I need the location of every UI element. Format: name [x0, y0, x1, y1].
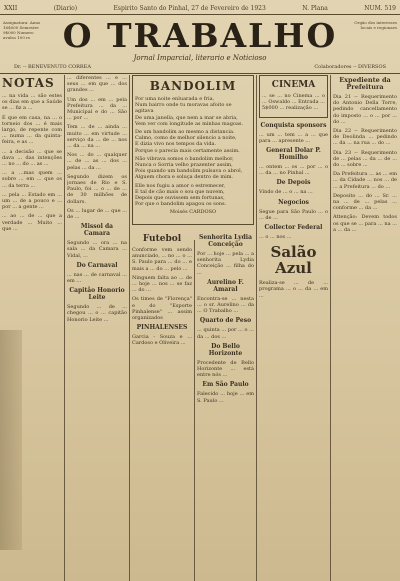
column-futebol — [132, 232, 192, 581]
notas-paragraph: ... a ...mas quem ... sobre ... em ... que os ... da terra ... — [2, 170, 62, 189]
futebol-paragraph: Conforme vem sendo anunciado, ... no ... o ... S. Paulo para ... do ... e mais a ... do ... pelo ... — [132, 247, 192, 272]
leite-text: Segundo ... de ... chegou ... o ... capitão Honorio Leite ... — [67, 304, 127, 323]
bandolim-poem — [135, 96, 251, 207]
mission-box: Orgão dos interesses locais e regionaes — [354, 20, 397, 30]
masthead-rule — [0, 73, 400, 74]
pinhalenses-heading: PINHALENSES — [136, 324, 188, 332]
poem-line: Por que o bandolim apagou os sons. — [135, 201, 227, 208]
poem-line: De um bandolim ao mesmo a distancia. — [135, 129, 235, 136]
column-divider — [330, 75, 331, 581]
paulo-text: Falecido ... hoje ... em S. Paulo ... — [197, 391, 254, 404]
general-heading: General Dolar P. Homilho — [266, 147, 321, 162]
notas-paragraph: ... na vida ... são estes os dias em que a Saúde se ... fiz a ... — [2, 93, 62, 112]
credits-line — [0, 64, 400, 72]
poem-line: E dizia vivo nos tempos da vida. — [135, 141, 217, 148]
column-divider — [194, 240, 195, 581]
column-social — [197, 232, 254, 581]
issue-label: (Diario) — [53, 4, 78, 12]
top-info-line — [0, 2, 400, 14]
director-credit: Dr. -- BENEVENUTO CORREA — [14, 64, 91, 70]
salao-text: Realiza-se ... de ... programa ... o ... da ... em ... — [259, 280, 328, 299]
column-divider — [64, 75, 65, 581]
poem-line: E tal de cão mais o sou que nuvem, — [135, 188, 225, 195]
bello-text: Procedente de Bello Horizonte ... está entre nós ... — [197, 359, 254, 379]
negocio-text: Segue para São Paulo ... o ... de ... — [259, 208, 328, 221]
colector-text: ... o ... nos ... — [259, 234, 292, 241]
prefeitura-paragraph: Da Prefeitura ... as ... em ... da Cidade ... nos ... de ... a Prefeitura ... do ... — [333, 171, 397, 190]
carnaval-text: ... nas ... de carnaval ... em ... — [67, 271, 127, 285]
poem-line: Elle nos fugiu a amor o estremecer, — [135, 182, 226, 189]
camara-text: Segundo ... ora ... na sala ... da Camara ... Vidal, ... — [67, 240, 127, 259]
cinema-box — [259, 75, 328, 118]
top-rule — [0, 14, 400, 15]
dateline: Espirito Santo do Pinhal, 27 de Fevereiro de 1923 — [113, 4, 266, 12]
notas-heading: NOTAS — [2, 76, 55, 90]
poem-line: Porque o parecia mais certamente assim. — [135, 147, 240, 154]
futebol-paragraph: Ninguem falta ao ... de ... hoje ... nos ... se faz ... do ... — [132, 274, 192, 294]
news-paragraph: Tem ... de ... ainda ... muito ... em virtude ... serviço da ... de ... nos ... da ... na ... — [67, 124, 127, 150]
leite-heading: Capitão Honorio Leite — [69, 287, 125, 302]
poem-line: Pois quando um bandolim pulsava o abrol, — [135, 168, 243, 175]
cinema-heading: CINEMA — [271, 80, 316, 90]
aurelio-text: Encontra-se ... nesta ... o sr. Aurelino ... da ... O Trabalho ... — [197, 295, 254, 315]
poem-line: De uma janella, que nem a mar se abria, — [135, 114, 238, 121]
general-text: ... ontem ... os ... por ... o ... da ... no Pinhal ... — [259, 164, 328, 177]
prefeitura-paragraph: Attenção: Devem todos os que se ... para ... na ... a ... da ... — [333, 214, 397, 233]
poem-line: Nunca o Sorria velho prazenter assim, — [135, 162, 233, 169]
futebol-paragraph: Os times de "Florença" e do "Esporte Pinhalense" ... assim organizados — [132, 296, 192, 322]
conquista-text: ... um ... tem ... a ... que para ... apresente ... — [259, 131, 328, 144]
bandolim-box — [132, 75, 254, 225]
salao-azul-heading: Salão Azul — [270, 243, 317, 278]
negocio-heading: Negocios — [278, 198, 309, 206]
bello-heading: Do Bello Horizonte — [208, 342, 243, 357]
cinema-text: ... se ... no Cinema ... o ... Oswaldo ... Entrada ... 5$000 ... realização ... — [262, 93, 325, 112]
camara-heading: Missol da Camara — [80, 223, 114, 238]
news-paragraph: Os ... lugar de ... que ... de ... — [67, 207, 127, 221]
poem-line: Calmo, como de melhor silencio a noite, — [135, 135, 237, 142]
column-prefeitura — [333, 75, 397, 581]
poem-line: Depois que ouvissem sem fortunas, — [135, 195, 225, 202]
column-divider — [129, 75, 130, 581]
poem-line: Não vibrava somos o bandolim melhor, — [135, 155, 234, 162]
quarto-text: ... quinta ... por ... o ... da ... dos ... — [197, 327, 254, 340]
senhorita-text: Por ... hoje ... pela ... a senhorita Lydia Conceição ... filha do ... — [197, 251, 254, 276]
news-paragraph: Um dos ... em ... pela Prefeitura ... da ... Municipal e do ... São ... por ... — [67, 96, 127, 122]
notas-paragraph: ... a decisão ... que se dava ... das intenções ... no ... do ... as ... — [2, 148, 62, 168]
news-paragraph: Segundo dizem os jornaes de Rio e S. Paulo, foi ... o ... de ... de 30 milhões de dollars. — [67, 173, 127, 205]
news-paragraph: ... diferentes ... e ... seus ... em que ... dos grandes ... — [67, 75, 127, 94]
carnaval-heading: Do Carnaval — [76, 261, 118, 269]
column-divider — [256, 75, 257, 581]
quarto-heading: Quarto de Peso — [199, 317, 252, 325]
pinhalenses-text: Garcia - Souza e ... Cardoso e Oliveira ... — [132, 334, 192, 347]
colector-heading: Collector Federal — [264, 224, 323, 232]
poem-signature: Moisés CARDOSO — [169, 209, 217, 216]
prefeitura-paragraph: Deposito ... do ... Sr. ... na ... de ... pelas ... conforme ... da ... — [333, 192, 397, 212]
notas-paragraph: É que em casa, na ... o torneio dos ... é mais largo, de repente com ... numa ... da quinta-feira, e as ... — [2, 114, 62, 146]
newspaper-title: O TRABALHO — [62, 16, 338, 55]
conquista-heading: Conquista sponsors — [260, 121, 327, 129]
number-label: NUM. 519 — [364, 4, 396, 12]
column-news — [67, 75, 127, 581]
masthead — [0, 16, 400, 64]
newspaper-subtitle: Jornal Imparcial, literario e Noticioso — [133, 54, 267, 62]
year-label: XXII — [4, 4, 18, 12]
bandolim-heading: BANDOLIM — [149, 79, 237, 93]
prefeitura-heading: Expediente da Prefeitura — [339, 76, 391, 91]
poem-line: Por uma noite enluarada e fria, — [135, 96, 215, 102]
prefeitura-paragraph: Dia 21 -- Requerimento do Antonio Della Torre, pedindo cancellamento do imposto ... o ... por ... do ... — [333, 94, 397, 125]
poem-line: Vem ver com longitude as minhas magoas. — [135, 120, 244, 127]
futebol-heading: Futebol — [142, 234, 182, 244]
collaborators-credit: Colaboradores -- DIVERSOS — [314, 64, 386, 70]
news-paragraph: Nos ... do ... qualquer ... de ... as ... dos ... pelas ... da ... — [67, 152, 127, 171]
column-notas — [2, 75, 62, 581]
paulo-heading: Em São Paulo — [202, 381, 249, 389]
depois-heading: De Depois — [276, 179, 311, 187]
prefeitura-paragraph: Dia 23 -- Requerimento de ... pelas ... da ... de ... do ... sobre ... — [333, 149, 397, 169]
aurelio-heading: Aurelino F. Amaral — [207, 278, 244, 293]
price-label: N. Plana — [302, 4, 328, 12]
bandolim-poem-block — [132, 75, 254, 235]
notas-paragraph: ... ao ... de ... que a verdade ... Muito ... que ... — [2, 213, 62, 232]
senhorita-heading: Senhorita Lydia Conceição — [199, 234, 252, 248]
poem-line: Num bairro onde tu moravas afoito se agitava — [135, 102, 232, 115]
depois-text: Vindo de ... o ... na ... — [259, 189, 313, 196]
subscription-box: Assignatura: Anno 16$000 Semestre 9$000 Numero avulso 100 rs — [3, 20, 41, 40]
column-cinema — [259, 75, 328, 581]
poem-line: Alguem chora e soluça dentro de mim. — [135, 174, 234, 181]
prefeitura-paragraph: Dia 22 -- Requerimento de Deolinda ... pedindo ... da ... na rua ... do ... — [333, 128, 397, 147]
notas-paragraph: ... pela ... Estado em ... um ... de a pouco e ... por ... a gente ... — [2, 191, 62, 211]
